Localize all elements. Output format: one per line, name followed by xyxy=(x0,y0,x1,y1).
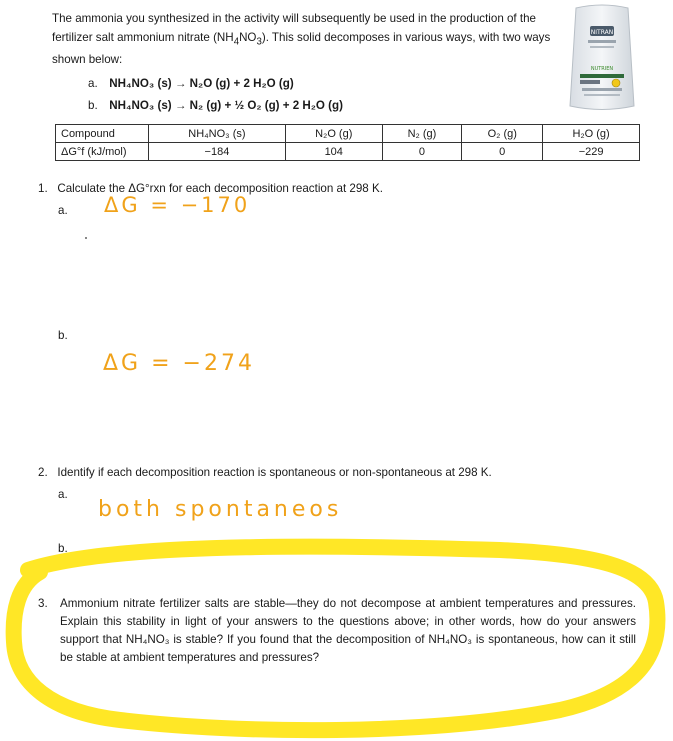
stray-mark xyxy=(85,237,87,239)
table-header-cell: H₂O (g) xyxy=(543,125,640,143)
intro-paragraph xyxy=(52,10,552,70)
table-row-label: ΔG°f (kJ/mol) xyxy=(56,143,149,161)
q1-part-b-label: b. xyxy=(58,329,68,342)
question-2-text: Identify if each decomposition reaction is spontaneous or non-spontaneous at 298 K. xyxy=(57,466,492,479)
reaction-b-equation: NH₄NO₃ (s) → N₂ (g) + ½ O₂ (g) + 2 H₂O (g) xyxy=(109,99,343,112)
question-2-number: 2. xyxy=(38,466,48,479)
question-2 xyxy=(38,464,492,482)
reaction-a xyxy=(88,77,294,90)
q2-part-b-label: b. xyxy=(58,542,68,555)
table-header-cell: N₂O (g) xyxy=(285,125,382,143)
intro-text-1: The ammonia you synthesized in the activity will subsequently be used in the production of the fertilizer salt ammonium nitrate (NH xyxy=(52,12,536,44)
intro-sub-4: 4 xyxy=(233,35,240,47)
table-header-cell: O₂ (g) xyxy=(462,125,543,143)
question-3 xyxy=(38,595,636,667)
table-header-cell: NH₄NO₃ (s) xyxy=(149,125,286,143)
q1-part-a-label: a. xyxy=(58,204,68,217)
q1-part-a-answer: ΔG = −170 xyxy=(104,193,251,217)
bag-brand: NITRAN xyxy=(590,29,614,36)
table-header-cell: Compound xyxy=(56,125,149,143)
reaction-a-label: a. xyxy=(88,77,98,90)
table-cell: 0 xyxy=(462,143,543,161)
reaction-b xyxy=(88,99,343,112)
table-cell: 104 xyxy=(285,143,382,161)
question-1-number: 1. xyxy=(38,182,48,195)
gibbs-energy-table xyxy=(55,124,640,161)
q2-part-a-label: a. xyxy=(58,488,68,501)
table-cell: −184 xyxy=(149,143,286,161)
table-header-cell: N₂ (g) xyxy=(382,125,462,143)
intro-sub-3: 3 xyxy=(256,35,262,47)
table-cell: 0 xyxy=(382,143,462,161)
table-cell: −229 xyxy=(543,143,640,161)
reaction-b-label: b. xyxy=(88,99,98,112)
table-header-row xyxy=(56,125,640,143)
intro-text-2: NO xyxy=(239,30,257,44)
reaction-a-equation: NH₄NO₃ (s) → N₂O (g) + 2 H₂O (g) xyxy=(109,77,294,90)
question-3-number: 3. xyxy=(38,597,48,610)
bag-logo: NUTRIEN xyxy=(590,66,614,72)
intro-text-3: ). This solid decomposes in various ways, with two ways shown below: xyxy=(52,30,551,67)
table-row xyxy=(56,143,640,161)
question-3-text: Ammonium nitrate fertilizer salts are stable—they do not decompose at ambient temperatures and pressures. Explain this stability in light of your answers to the questions above; in other words, how do your answers support that NH₄NO₃ is stable? If you found that the decomposition of NH₄NO₃ is spontaneous, how can it still be stable at ambient temperatures and pressures? xyxy=(60,597,636,664)
q1-part-b-answer: ΔG = −274 xyxy=(103,351,255,376)
fertilizer-bag-image xyxy=(562,0,642,116)
q2-part-a-answer: both spontaneos xyxy=(98,497,343,522)
question-1-text: Calculate the ΔG°rxn for each decomposition reaction at 298 K. xyxy=(57,182,383,195)
